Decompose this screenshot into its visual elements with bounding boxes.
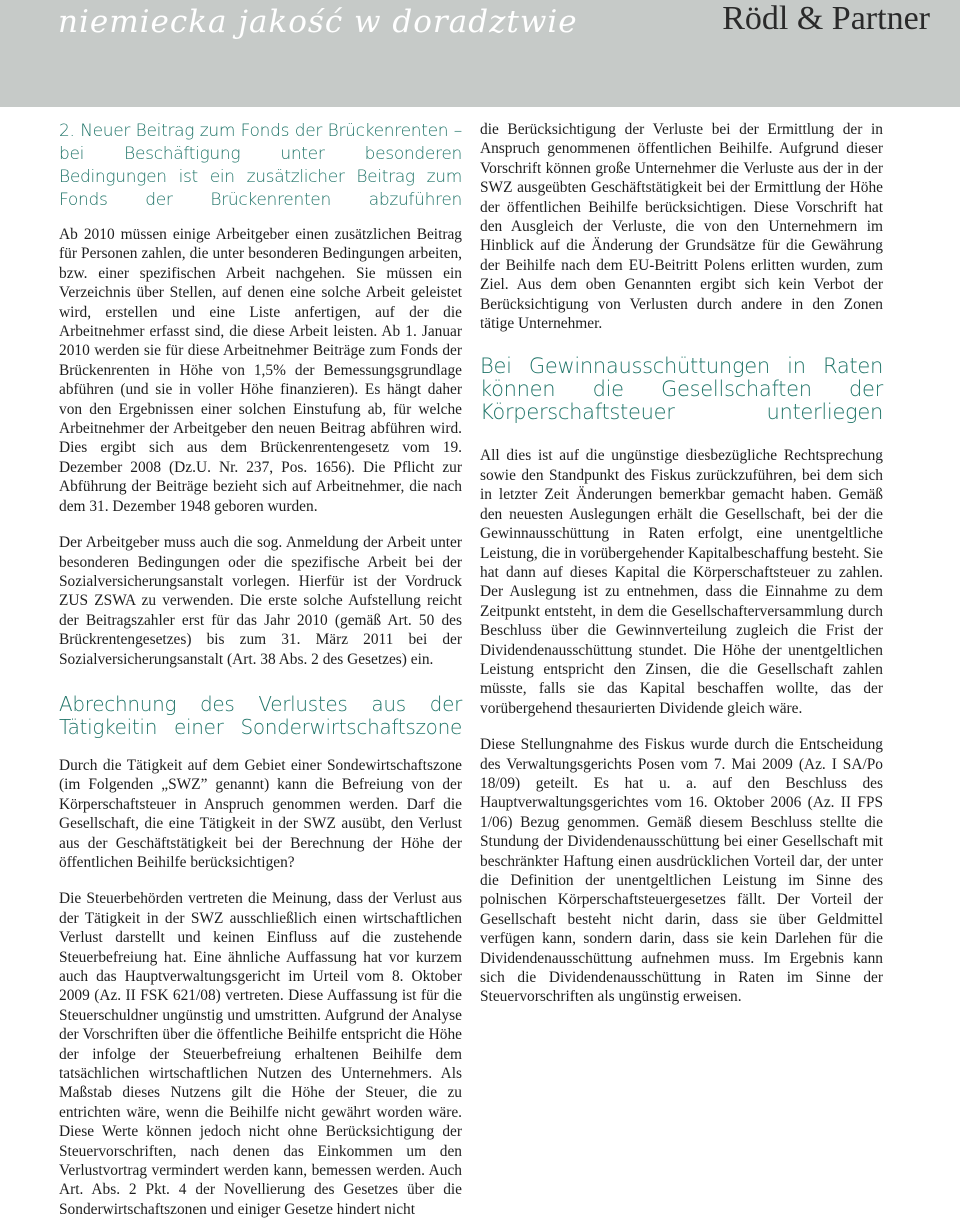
brand-logo: Rödl & Partner xyxy=(722,0,930,37)
header-tagline: niemiecka jakość w doradztwie xyxy=(58,4,578,40)
paragraph-swz-continued: die Berücksichtigung der Verluste bei der Ermittlung der in Anspruch genommenen öffentlichen Beihilfe. Aufgrund dieser Vorschrift können große Unternehmer die Verluste aus der in der SWZ ausgeübten Geschäftstätigkeit bei der Ermittlung der Höhe der öffentlichen Beihilfe berücksichtigen. Diese Vorschrift hat den Ausgleich der Verluste, die von den Unternehmern im Hinblick auf die Änderung der Grundsätze für die Gewährung der Beihilfe nach dem EU-Beitritt Polens erlitten wurden, zum Ziel. Aus dem oben Genannten ergibt sich kein Verbot der Berücksichtigung von Verlusten durch andere in den Zonen tätige Unternehmer. xyxy=(480,121,883,333)
right-column xyxy=(480,120,883,1007)
paragraph-gewinnausschuettung-1: All dies ist auf die ungünstige diesbezügliche Rechtsprechung sowie den Standpunkt des Fiskus zurückzuführen, bei dem sich in letzter Zeit Änderungen bemerkbar gemacht haben. Gemäß den neuesten Auslegungen erhält die Gesellschaft, bei der die Gewinnausschüttung in Raten erfolgt, eine unentgeltliche Leistung, die in vorübergehender Kapitalbeschaffung besteht. Sie hat dann auf dieses Kapital die Körperschaftsteuer zu zahlen. Der Auslegung ist zu entnehmen, dass die Einnahme zu dem Zeitpunkt entsteht, in dem die Gesellschafterversammlung durch Beschluss über die Gewinnverteilung zugleich die Frist der Dividendenausschüttung stundet. Die Höhe der unentgeltlichen Leistung entspricht den Zinsen, die die Gesellschaft zahlen müsste, falls sie das Kapital beschaffen wollte, das der vorübergehend thesaurierten Dividende gleich wäre. xyxy=(480,447,883,717)
paragraph-swz-question: Durch die Tätigkeit auf dem Gebiet einer Sondewirtschaftszone (im Folgenden „SWZ” genannt) kann die Befreiung von der Körperschaftsteuer in Anspruch genommen werden. Darf die Gesellschaft, die eine Tätigkeit in der SWZ ausübt, den Verlust aus der Geschäftstätigkeit bei der Berechnung der Höhe der öffentlichen Beihilfe berücksichtigen? xyxy=(59,756,462,871)
section-heading-gewinnausschuettung: Bei Gewinnausschüttungen in Raten können die Gesellschaften der Körperschaftsteuer unterliegen xyxy=(480,354,883,425)
left-column xyxy=(59,120,462,1219)
paragraph-brueckenrenten-1: Ab 2010 müssen einige Arbeitgeber einen zusätzlichen Beitrag für Personen zahlen, die unter besonderen Bedingungen arbeiten, bzw. einer spezifischen Arbeit nachgehen. Sie müssen ein Verzeichnis über Stellen, auf denen eine solche Arbeit geleistet wird, erstellen und eine Liste anfertigen, auf der die Arbeitnehmer erfasst sind, die diese Arbeit leisten. Ab 1. Januar 2010 werden sie für diese Arbeitnehmer Beiträge zum Fonds der Brückenrenten in Höhe von 1,5% der Bemessungsgrundlage abführen (und sie in voller Höhe finanzieren). Es hängt daher von den Ergebnissen einer solchen Einstufung ab, für welche Arbeitnehmer der Arbeitgeber den neuen Beitrag abführen wird. Dies ergibt sich aus dem Brückenrentengesetz vom 19. Dezember 2008 (Dz.U. Nr. 237, Pos. 1656). Die Pflicht zur Abführung der Beiträge bezieht sich auf Arbeitnehmer, die nach dem 31. Dezember 1948 geboren wurden. xyxy=(59,226,462,515)
paragraph-gewinnausschuettung-2: Diese Stellungnahme des Fiskus wurde durch die Entscheidung des Verwaltungsgerichts Posen vom 7. Mai 2009 (Az. I SA/Po 18/09) geteilt. Es hat u. a. auf den Beschluss des Hauptverwaltungsgerichtes vom 16. Oktober 2006 (Az. II FPS 1/06) Bezug genommen. Gemäß diesem Beschluss stellte die Stundung der Dividendenausschüttung bei einer Gesellschaft mit beschränkter Haftung einen ausdrücklichen Vorteil dar, der unter die Definition der unentgeltlichen Leistung im Sinne des polnischen Körperschaftsteuergesetzes fällt. Der Vorteil der Gesellschaft besteht nicht darin, dass sie über Geldmittel verfügen kann, sondern darin, dass sie kein Darlehen für die Dividendenausschüttung aufnehmen muss. Im Ergebnis kann sich die Dividendenausschüttung in Raten im Sinne der Steuervorschriften als ungünstig erweisen. xyxy=(480,736,883,1006)
paragraph-brueckenrenten-2: Der Arbeitgeber muss auch die sog. Anmeldung der Arbeit unter besonderen Bedingungen oder die spezifische Arbeit bei der Sozialversicherungsanstalt vorlegen. Hierfür ist der Vordruck ZUS ZSWA zu verwenden. Die erste solche Aufstellung reicht der Beitragszahler erst für das Jahr 2010 (gemäß Art. 50 des Brückrentengesetzes) bis zum 31. März 2011 bei der Sozialversicherungsanstalt (Art. 38 Abs. 2 des Gesetzes) ein. xyxy=(59,534,462,668)
page-header xyxy=(0,0,960,107)
section-heading-brueckenrenten: 2. Neuer Beitrag zum Fonds der Brückenrenten – bei Beschäftigung unter besonderen Bedingungen ist ein zusätzlicher Beitrag zum Fonds der Brückenrenten abzuführen xyxy=(59,121,462,210)
section-heading-verlust-swz: Abrechnung des Verlustes aus der Tätigkeitin einer Sonderwirtschaftszone xyxy=(59,691,462,739)
paragraph-swz-analysis: Die Steuerbehörden vertreten die Meinung, dass der Verlust aus der Tätigkeit in der SWZ ausschließlich einen wirtschaftlichen Verlust darstellt und keinen Einfluss auf die zustehende Steuerbefreiung hat. Eine ähnliche Auffassung hat vor kurzem auch das Hauptverwaltungsgericht im Urteil vom 8. Oktober 2009 (Az. II FSK 621/08) vertreten. Diese Auffassung ist für die Steuerschuldner ungünstig und umstritten. Aufgrund der Analyse der Vorschriften über die öffentliche Beihilfe entspricht die Höhe der infolge der Steuerbefreiung erhaltenen Beihilfe dem tatsächlichen wirtschaftlichen Nutzen des Unternehmers. Als Maßstab dieses Nutzens gilt die Höhe der Steuer, die zu entrichten wäre, wenn die Beihilfe nicht gewährt worden wäre. Diese Werte können jedoch nicht ohne Berücksichtigung der Steuervorschriften, nach denen das Einkommen um den Verlustvortrag vermindert werden kann, bemessen werden. Auch Art. Abs. 2 Pkt. 4 der Novellierung des Gesetzes über die Sonderwirtschaftszonen und einiger Gesetze hindert nicht xyxy=(59,890,462,1218)
